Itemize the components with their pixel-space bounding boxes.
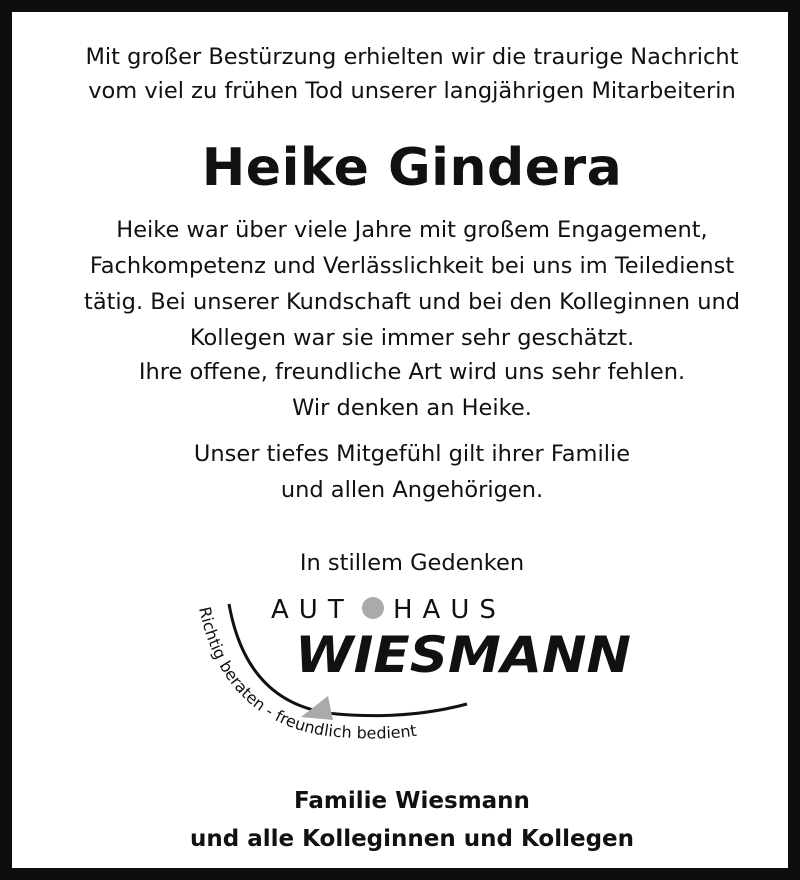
signature-line-2: und alle Kolleginnen und Kollegen [189, 826, 635, 852]
signature-line-1: Familie Wiesmann [294, 788, 530, 814]
tribute-line-2: Fachkompetenz und Verlässlichkeit bei uns im Teiledienst [89, 253, 735, 279]
remembrance-line-2: Wir denken an Heike. [292, 395, 532, 421]
condolence-line-1: Unser tiefes Mitgefühl gilt ihrer Familie [193, 441, 631, 467]
intro-line-1: Mit großer Bestürzung erhielten wir die traurige Nachricht [85, 44, 739, 70]
intro-line-2: vom viel zu frühen Tod unserer langjährigen Mitarbeiterin [88, 78, 736, 104]
condolence-paragraph [24, 436, 800, 508]
remembrance-paragraph [24, 354, 800, 426]
autohaus-right: HAUS [393, 595, 506, 625]
condolence-line-2: und allen Angehörigen. [280, 477, 544, 503]
brand-wordmark: WIESMANN [295, 626, 631, 684]
autohaus-wiesmann-logo [177, 586, 647, 766]
tribute-line-3: tätig. Bei unserer Kundschaft und bei den Kolleginnen und [84, 289, 740, 315]
remembrance-line-1: Ihre offene, freundliche Art wird uns sehr fehlen. [138, 359, 686, 385]
intro-text [24, 40, 800, 108]
tribute-paragraph [24, 212, 800, 356]
memory-line: In stillem Gedenken [299, 550, 525, 576]
tribute-line-4: Kollegen war sie immer sehr geschätzt. [189, 325, 635, 351]
tribute-line-1: Heike war über viele Jahre mit großem Engagement, [116, 217, 708, 243]
autohaus-left: AUT [271, 595, 354, 625]
signature [24, 782, 800, 858]
logo-dot-icon [362, 597, 384, 619]
slogan-text: Richtig beraten - freundlich bedient [195, 604, 418, 743]
deceased-name: Heike Gindera [201, 138, 623, 198]
